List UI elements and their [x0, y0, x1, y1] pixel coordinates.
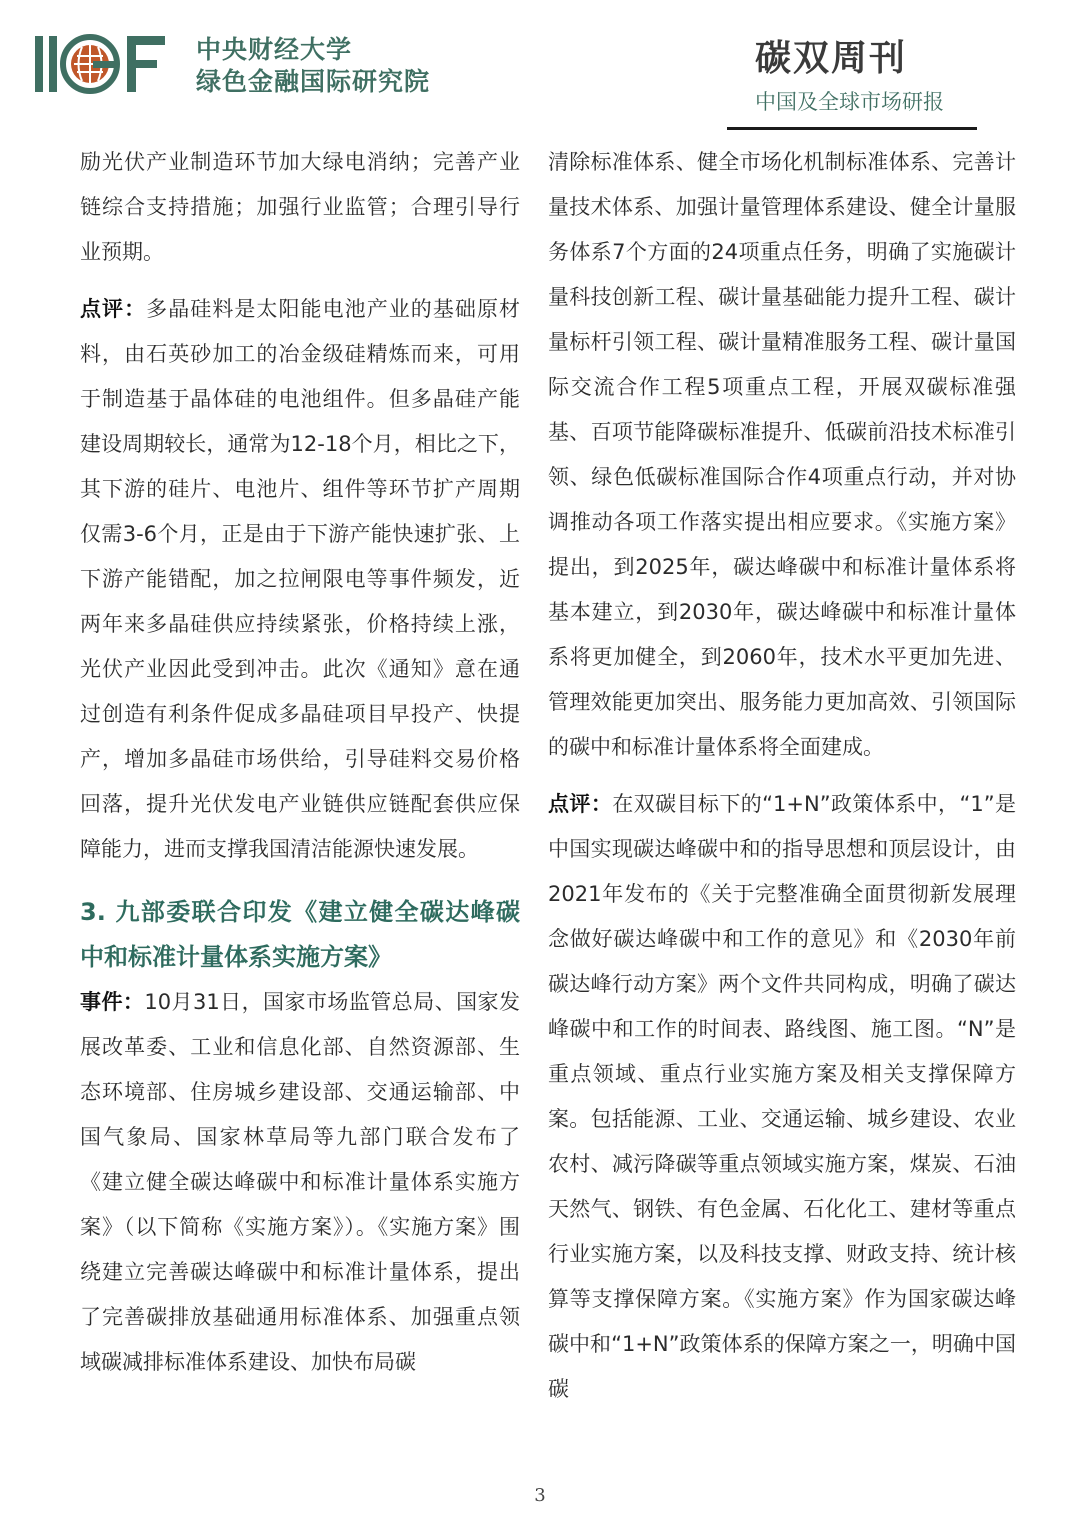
page-header [0, 0, 1080, 135]
institution-line-1: 中央财经大学 [196, 35, 353, 64]
comment-text: 多晶硅料是太阳能电池产业的基础原材料，由石英砂加工的冶金级硅精炼而来，可用于制造基于晶体硅的电池组件。但多晶硅产能建设周期较长，通常为12-18个月，相比之下，其下游的硅片、电池片、组件等环节扩产周期仅需3-6个月，正是由于下游产能快速扩张、上下游产能错配，加之拉闸限电等事件频发，近两年来多晶硅供应持续紧张，价格持续上涨，光伏产业因此受到冲击。此次《通知》意在通过创造有利条件促成多晶硅项目早投产、快提产，增加多晶硅市场供给，引导硅料交易价格回落，提升光伏发电产业链供应链配套供应保障能力，进而支撑我国清洁能源快速发展。 [80, 297, 521, 861]
publication-subtitle: 中国及全球市场研报 [755, 90, 944, 114]
left-comment-paragraph [80, 287, 520, 872]
iigf-logo [33, 34, 173, 94]
institution-name [196, 34, 430, 98]
left-paragraph-1: 励光伏产业制造环节加大绿电消纳；完善产业链综合支持措施；加强行业监管；合理引导行业预期。 [80, 150, 520, 264]
header-divider [727, 127, 977, 130]
section-heading: 3. 九部委联合印发《建立健全碳达峰碳中和标准计量体系实施方案》 [80, 898, 520, 971]
event-text: 10月31日，国家市场监管总局、国家发展改革委、工业和信息化部、自然资源部、生态环境部、住房城乡建设部、交通运输部、中国气象局、国家林草局等九部门联合发布了《建立健全碳达峰碳中和标准计量体系实施方案》（以下简称《实施方案》）。《实施方案》围绕建立完善碳达峰碳中和标准计量体系，提出了完善碳排放基础通用标准体系、加强重点领域碳减排标准体系建设、加快布局碳 [80, 990, 520, 1374]
right-comment-paragraph [548, 782, 1016, 1412]
left-column [80, 140, 520, 1385]
event-paragraph [80, 980, 520, 1385]
page-number: 3 [534, 1485, 546, 1506]
publication-title: 碳双周刊 [755, 38, 908, 79]
right-column [548, 140, 1016, 1412]
comment-label: 点评： [80, 297, 147, 321]
event-label: 事件： [80, 990, 145, 1014]
institution-line-2: 绿色金融国际研究院 [196, 67, 431, 96]
comment-label: 点评： [548, 792, 613, 816]
right-paragraph-1: 清除标准体系、健全市场化机制标准体系、完善计量技术体系、加强计量管理体系建设、健全计量服务体系7个方面的24项重点任务，明确了实施碳计量科技创新工程、碳计量基础能力提升工程、碳计量标杆引领工程、碳计量精准服务工程、碳计量国际交流合作工程5项重点工程，开展双碳标准强基、百项节能降碳标准提升、低碳前沿技术标准引领、绿色低碳标准国际合作4项重点行动，并对协调推动各项工作落实提出相应要求。《实施方案》提出，到2025年，碳达峰碳中和标准计量体系将基本建立，到2030年，碳达峰碳中和标准计量体系将更加健全，到2060年，技术水平更加先进、管理效能更加突出、服务能力更加高效、引领国际的碳中和标准计量体系将全面建成。 [548, 150, 1016, 759]
comment-text: 在双碳目标下的“1+N”政策体系中，“1”是中国实现碳达峰碳中和的指导思想和顶层设计，由2021年发布的《关于完整准确全面贯彻新发展理念做好碳达峰碳中和工作的意见》和《2030年前碳达峰行动方案》两个文件共同构成，明确了碳达峰碳中和工作的时间表、路线图、施工图。“N”是重点领域、重点行业实施方案及相关支撑保障方案。包括能源、工业、交通运输、城乡建设、农业农村、减污降碳等重点领域实施方案，煤炭、石油天然气、钢铁、有色金属、石化化工、建材等重点行业实施方案，以及科技支撑、财政支持、统计核算等支撑保障方案。《实施方案》作为国家碳达峰碳中和“1+N”政策体系的保障方案之一，明确中国碳 [548, 792, 1017, 1401]
